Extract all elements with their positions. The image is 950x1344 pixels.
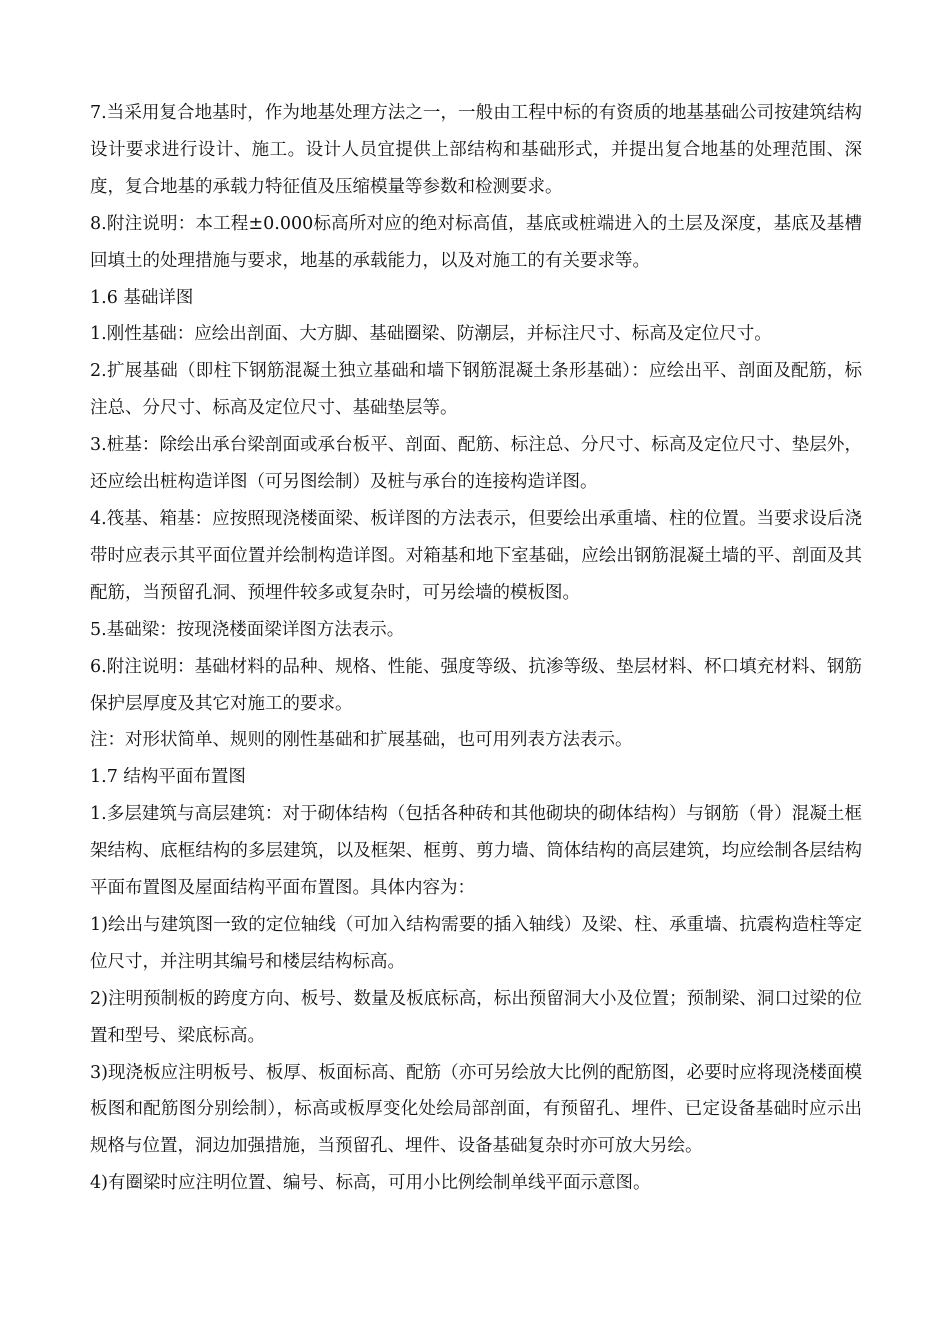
paragraph-foundation-materials-notes: 6.附注说明：基础材料的品种、规格、性能、强度等级、抗渗等级、垫层材料、杯口填充材料、钢筋保护层厚度及其它对施工的要求。 [90,656,862,714]
section-heading-structural-plan: 1.7 结构平面布置图 [90,767,246,788]
list-item-cast-in-place-slab: 3)现浇板应注明板号、板厚、板面标高、配筋（亦可另绘放大比例的配筋图，必要时应将现浇楼面模板图和配筋图分别绘制），标高或板厚变化处绘局部剖面，有预留孔、埋件、已定设备基础时应示出规格与位置，洞边加强措施，当预留孔、埋件、设备基础复杂时亦可放大另绘。 [90,1062,862,1157]
paragraph-pile-foundation: 3.桩基：除绘出承台梁剖面或承台板平、剖面、配筋、标注总、分尺寸、标高及定位尺寸、垫层外，还应绘出桩构造详图（可另图绘制）及桩与承台的连接构造详图。 [90,435,862,493]
document-page [90,95,862,1202]
paragraph-foundation-beam: 5.基础梁：按现浇楼面梁详图方法表示。 [90,619,405,640]
paragraph-raft-box-foundation: 4.筏基、箱基：应按照现浇楼面梁、板详图的方法表示，但要绘出承重墙、柱的位置。当要求设后浇带时应表示其平面位置并绘制构造详图。对箱基和地下室基础，应绘出钢筋混凝土墙的平、剖面及其配筋，当预留孔洞、预埋件较多或复杂时，可另绘墙的模板图。 [90,508,862,603]
paragraph-foundation-notes: 8.附注说明：本工程±0.000标高所对应的绝对标高值，基底或桩端进入的土层及深度，基底及基槽回填土的处理措施与要求，地基的承载能力，以及对施工的有关要求等。 [90,213,862,271]
list-item-precast-slab: 2)注明预制板的跨度方向、板号、数量及板底标高，标出预留洞大小及位置；预制梁、洞口过梁的位置和型号、梁底标高。 [90,988,862,1046]
paragraph-rigid-foundation: 1.刚性基础：应绘出剖面、大方脚、基础圈梁、防潮层，并标注尺寸、标高及定位尺寸。 [90,324,772,345]
paragraph-table-note: 注：对形状简单、规则的刚性基础和扩展基础，也可用列表方法表示。 [90,730,633,751]
paragraph-spread-foundation: 2.扩展基础（即柱下钢筋混凝土独立基础和墙下钢筋混凝土条形基础）：应绘出平、剖面及配筋，标注总、分尺寸、标高及定位尺寸、基础垫层等。 [90,361,862,419]
section-heading-foundation-details: 1.6 基础详图 [90,287,194,308]
list-item-ring-beam: 4)有圈梁时应注明位置、编号、标高，可用小比例绘制单线平面示意图。 [90,1173,651,1194]
list-item-axes: 1)绘出与建筑图一致的定位轴线（可加入结构需要的插入轴线）及梁、柱、承重墙、抗震构造柱等定位尺寸，并注明其编号和楼层结构标高。 [90,914,862,972]
paragraph-composite-foundation: 7.当采用复合地基时，作为地基处理方法之一，一般由工程中标的有资质的地基基础公司按建筑结构设计要求进行设计、施工。设计人员宜提供上部结构和基础形式，并提出复合地基的处理范围、深度，复合地基的承载力特征值及压缩模量等参数和检测要求。 [90,103,862,197]
paragraph-multi-high-rise: 1.多层建筑与高层建筑：对于砌体结构（包括各种砖和其他砌块的砌体结构）与钢筋（骨）混凝土框架结构、底框结构的多层建筑，以及框架、框剪、剪力墙、筒体结构的高层建筑，均应绘制各层结构平面布置图及屋面结构平面布置图。具体内容为： [90,804,862,899]
